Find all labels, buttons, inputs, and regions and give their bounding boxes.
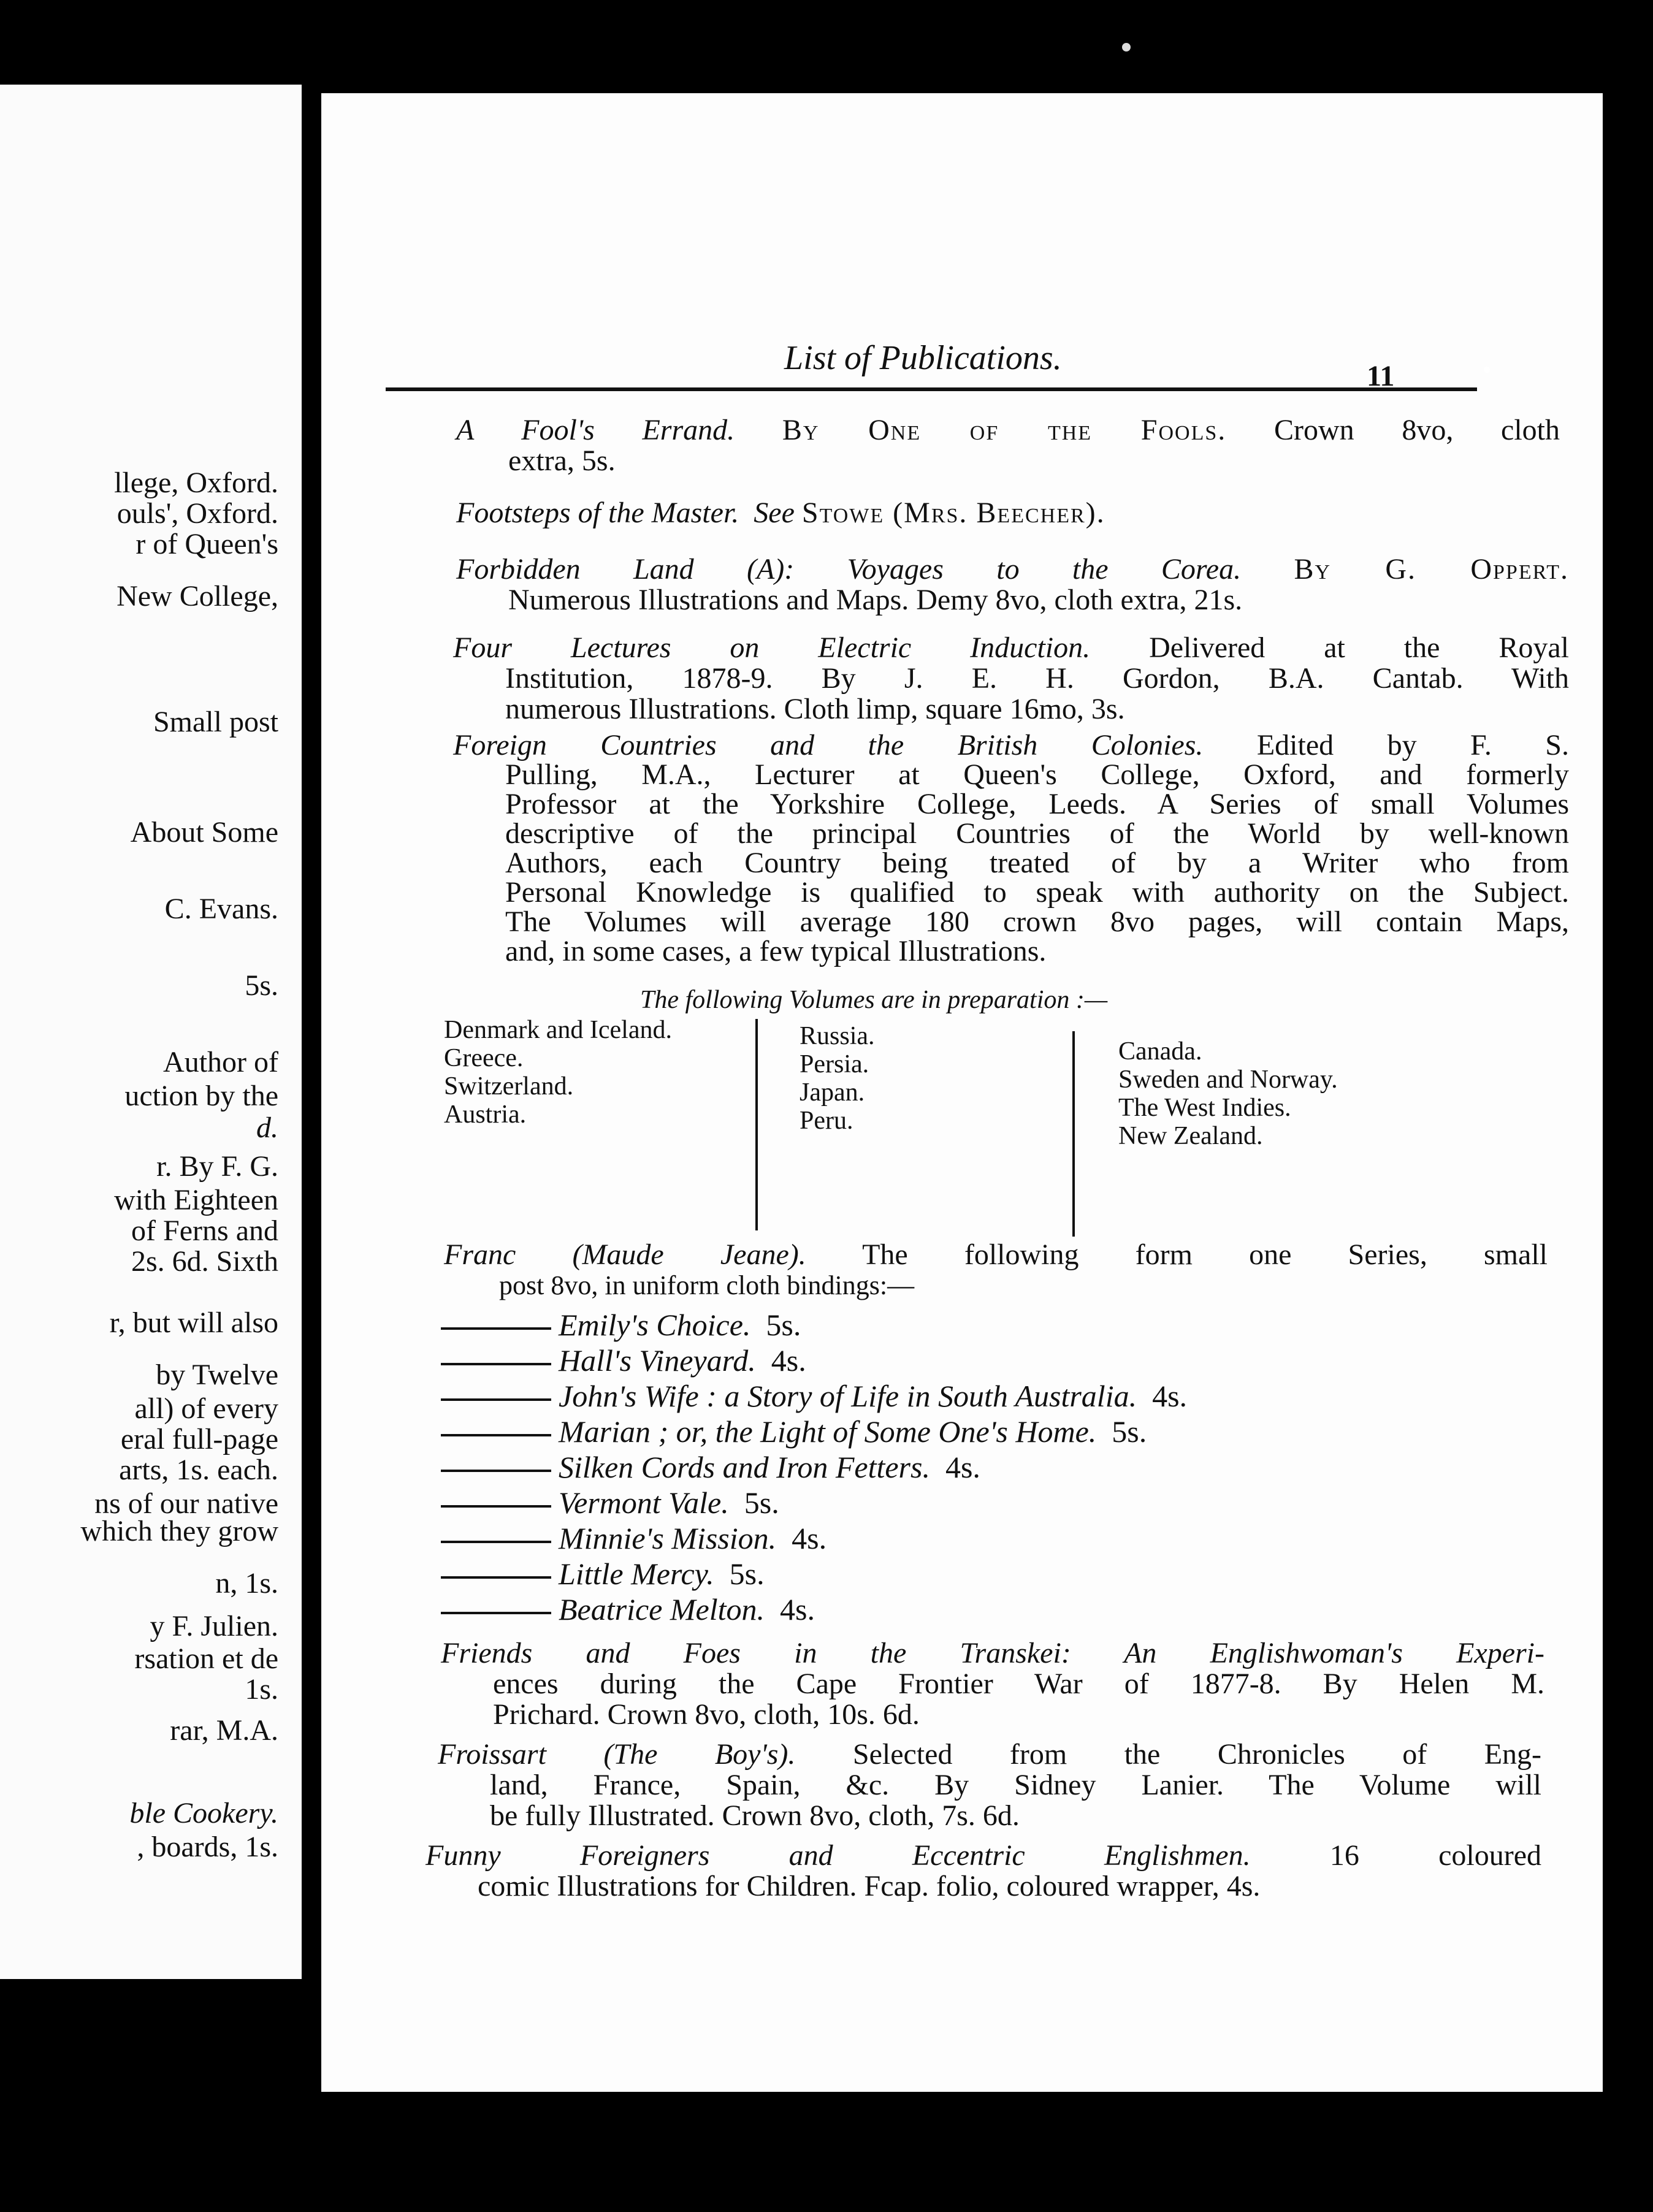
facing-page-line: rar, M.A. <box>170 1714 278 1747</box>
facing-page-line: d. <box>256 1112 278 1144</box>
facing-page-line: eral full-page <box>120 1423 278 1455</box>
book-item: Vermont Vale. 5s. <box>441 1485 1544 1520</box>
book-item: Beatrice Melton. 4s. <box>441 1592 1544 1627</box>
entry-franc <box>444 1240 1548 1301</box>
facing-page-line: About Some <box>130 816 278 849</box>
entry-line: extra, 5s. <box>508 444 616 477</box>
facing-page-line: 1s. <box>245 1673 278 1706</box>
header-rule <box>386 387 1477 391</box>
entry-line: Franc (Maude Jeane). The following form one Series, small <box>444 1238 1548 1271</box>
volume-item: New Zealand. <box>1118 1122 1263 1150</box>
entry-line: and, in some cases, a few typical Illustrations. <box>505 935 1047 967</box>
entry-line: Funny Foreigners and Eccentric Englishmen. 16 coloured <box>426 1839 1542 1872</box>
facing-page-line: llege, Oxford. <box>114 467 278 499</box>
franc-book-list <box>441 1307 1544 1627</box>
main-page <box>321 93 1603 2092</box>
entry-foreign-countries <box>453 731 1569 966</box>
book-item: Silken Cords and Iron Fetters. 4s. <box>441 1449 1544 1485</box>
volume-item: Peru. <box>800 1107 853 1135</box>
entry-four-lectures <box>453 633 1569 725</box>
entry-line: A Fool's Errand. By One of the Fools. Crown 8vo, cloth <box>456 414 1560 446</box>
facing-page <box>0 85 302 1979</box>
column-divider <box>1072 1031 1075 1237</box>
speck <box>1122 43 1131 51</box>
facing-page-line: Author of <box>163 1046 278 1078</box>
volume-item: Greece. <box>444 1044 524 1072</box>
volumes-column-3 <box>1118 1037 1338 1150</box>
volume-item: Switzerland. <box>444 1072 574 1100</box>
entry-line: Authors, each Country being treated of by a Writer who from <box>505 847 1569 879</box>
book-item: Marian ; or, the Light of Some One's Home. 5s. <box>441 1414 1544 1449</box>
facing-page-line: which they grow <box>80 1515 278 1547</box>
facing-page-line: n, 1s. <box>215 1567 278 1600</box>
entry-forbidden-land <box>456 554 1569 616</box>
speck <box>1484 367 1490 373</box>
facing-page-line: 2s. 6d. Sixth <box>131 1245 278 1278</box>
entry-friends-and-foes <box>441 1638 1544 1730</box>
entry-line: Personal Knowledge is qualified to speak with authority on the Subject. <box>505 876 1569 909</box>
facing-page-line: ns of our native <box>94 1487 278 1520</box>
entry-froissart <box>438 1739 1541 1831</box>
entry-line: be fully Illustrated. Crown 8vo, cloth, 7s. 6d. <box>490 1799 1020 1832</box>
column-divider <box>755 1019 758 1230</box>
entry-line: numerous Illustrations. Cloth limp, square 16mo, 3s. <box>505 693 1125 725</box>
entry-line: Four Lectures on Electric Induction. Delivered at the Royal <box>453 631 1570 664</box>
volume-item: Sweden and Norway. <box>1118 1066 1338 1094</box>
entry-line: ences during the Cape Frontier War of 1877-8. By Helen M. <box>493 1668 1544 1700</box>
facing-page-line: y F. Julien. <box>150 1610 278 1642</box>
facing-page-line: all) of every <box>134 1392 278 1425</box>
facing-page-line: r of Queen's <box>136 528 278 560</box>
entry-line: Friends and Foes in the Transkei: An Englishwoman's Experi- <box>441 1637 1544 1669</box>
volume-item: Canada. <box>1118 1037 1202 1066</box>
entry-line: Footsteps of the Master. See Stowe (Mrs. Beecher). <box>456 497 1105 529</box>
volumes-subhead: The following Volumes are in preparation :— <box>640 986 1108 1014</box>
facing-page-line: rsation et de <box>134 1642 278 1675</box>
entry-line: Professor at the Yorkshire College, Leeds. A Series of small Volumes <box>505 788 1569 820</box>
facing-page-line: , boards, 1s. <box>137 1831 278 1863</box>
book-item: Little Mercy. 5s. <box>441 1556 1544 1592</box>
entry-line: Numerous Illustrations and Maps. Demy 8vo, cloth extra, 21s. <box>508 584 1243 616</box>
running-title: List of Publications. <box>784 339 1062 377</box>
facing-page-line: 5s. <box>245 969 278 1002</box>
entry-fools-errand <box>456 415 1560 476</box>
entry-line: land, France, Spain, &c. By Sidney Lanier. The Volume will <box>490 1769 1541 1801</box>
entry-line: Prichard. Crown 8vo, cloth, 10s. 6d. <box>493 1698 920 1731</box>
entry-line: Pulling, M.A., Lecturer at Queen's College, Oxford, and formerly <box>505 758 1569 791</box>
entry-line: Forbidden Land (A): Voyages to the Corea. By G. Oppert. <box>456 553 1570 585</box>
facing-page-line: C. Evans. <box>164 893 278 925</box>
volume-item: The West Indies. <box>1118 1094 1291 1122</box>
book-item: Minnie's Mission. 4s. <box>441 1520 1544 1556</box>
entry-line: Froissart (The Boy's). Selected from the Chronicles of Eng- <box>438 1738 1541 1771</box>
facing-page-line: New College, <box>116 580 278 612</box>
facing-page-line: r. By F. G. <box>156 1150 278 1183</box>
facing-page-line: Small post <box>153 706 278 738</box>
entry-funny-foreigners <box>426 1840 1541 1902</box>
volume-item: Persia. <box>800 1050 869 1078</box>
entry-line: Institution, 1878-9. By J. E. H. Gordon, B.A. Cantab. With <box>505 662 1569 695</box>
facing-page-line: uction by the <box>124 1080 278 1112</box>
book-item: John's Wife : a Story of Life in South Australia. 4s. <box>441 1378 1544 1414</box>
entry-footsteps <box>456 498 1560 528</box>
facing-page-line: arts, 1s. each. <box>119 1454 278 1486</box>
entry-line: comic Illustrations for Children. Fcap. folio, coloured wrapper, 4s. <box>478 1870 1261 1902</box>
facing-page-line: with Eighteen <box>114 1184 278 1216</box>
facing-page-line: of Ferns and <box>131 1215 278 1247</box>
entry-line: descriptive of the principal Countries of the World by well-known <box>505 817 1569 850</box>
volumes-column-2 <box>800 1022 875 1135</box>
volumes-column-1 <box>444 1016 672 1129</box>
facing-page-line: r, but will also <box>109 1306 278 1339</box>
book-item: Emily's Choice. 5s. <box>441 1307 1544 1343</box>
facing-page-line: ble Cookery. <box>129 1797 278 1829</box>
volume-item: Denmark and Iceland. <box>444 1016 672 1044</box>
facing-page-line: by Twelve <box>156 1359 278 1391</box>
book-item: Hall's Vineyard. 4s. <box>441 1343 1544 1378</box>
facing-page-line: ouls', Oxford. <box>116 497 278 530</box>
page-number: 11 <box>1367 360 1395 392</box>
entry-line: Foreign Countries and the British Colonies. Edited by F. S. <box>453 729 1569 761</box>
entry-line: post 8vo, in uniform cloth bindings:— <box>499 1270 915 1300</box>
volume-item: Russia. <box>800 1022 875 1050</box>
entry-line: The Volumes will average 180 crown 8vo pages, will contain Maps, <box>505 906 1569 938</box>
volume-item: Austria. <box>444 1100 527 1129</box>
volume-item: Japan. <box>800 1078 865 1107</box>
